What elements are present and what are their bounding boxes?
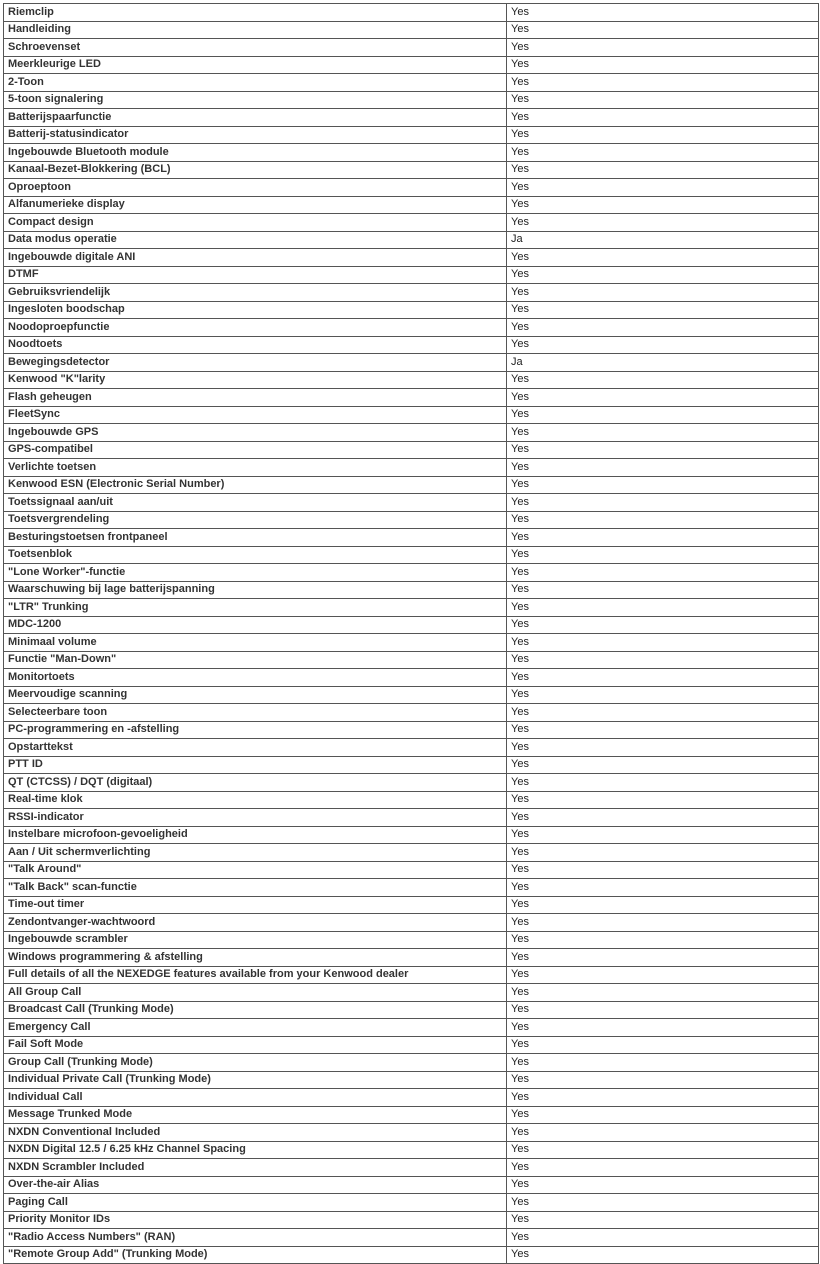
feature-value-cell: Yes (507, 844, 819, 862)
feature-name-cell: Priority Monitor IDs (4, 1211, 507, 1229)
table-row (4, 809, 819, 827)
table-row (4, 1036, 819, 1054)
feature-name-cell: NXDN Scrambler Included (4, 1159, 507, 1177)
table-row (4, 756, 819, 774)
feature-name-cell: Paging Call (4, 1194, 507, 1212)
table-row (4, 966, 819, 984)
table-row (4, 494, 819, 512)
feature-name-cell: GPS-compatibel (4, 441, 507, 459)
feature-name-cell: Fail Soft Mode (4, 1036, 507, 1054)
table-row (4, 74, 819, 92)
feature-name-cell: Batterij-statusindicator (4, 126, 507, 144)
table-row (4, 336, 819, 354)
feature-name-cell: Batterijspaarfunctie (4, 109, 507, 127)
table-row (4, 196, 819, 214)
feature-name-cell: 5-toon signalering (4, 91, 507, 109)
table-row (4, 704, 819, 722)
table-row (4, 441, 819, 459)
table-row (4, 686, 819, 704)
feature-name-cell: Toetsvergrendeling (4, 511, 507, 529)
table-row (4, 144, 819, 162)
feature-name-cell: Monitortoets (4, 669, 507, 687)
table-row (4, 161, 819, 179)
feature-name-cell: MDC-1200 (4, 616, 507, 634)
feature-name-cell: Meervoudige scanning (4, 686, 507, 704)
table-row (4, 896, 819, 914)
feature-name-cell: Data modus operatie (4, 231, 507, 249)
feature-name-cell: Bewegingsdetector (4, 354, 507, 372)
feature-value-cell: Yes (507, 896, 819, 914)
feature-value-cell: Yes (507, 109, 819, 127)
table-row (4, 616, 819, 634)
feature-name-cell: Zendontvanger-wachtwoord (4, 914, 507, 932)
feature-value-cell: Yes (507, 441, 819, 459)
feature-spec-table (3, 3, 819, 1264)
table-row (4, 1211, 819, 1229)
table-row (4, 914, 819, 932)
feature-value-cell: Yes (507, 966, 819, 984)
table-row (4, 231, 819, 249)
feature-name-cell: "Remote Group Add" (Trunking Mode) (4, 1246, 507, 1264)
feature-value-cell: Yes (507, 74, 819, 92)
feature-value-cell: Yes (507, 494, 819, 512)
feature-name-cell: Message Trunked Mode (4, 1106, 507, 1124)
feature-spec-table-body (4, 4, 819, 1264)
feature-value-cell: Yes (507, 1194, 819, 1212)
feature-name-cell: Alfanumerieke display (4, 196, 507, 214)
feature-value-cell: Yes (507, 1089, 819, 1107)
table-row (4, 476, 819, 494)
table-row (4, 284, 819, 302)
feature-value-cell: Yes (507, 1054, 819, 1072)
feature-value-cell: Yes (507, 1159, 819, 1177)
feature-name-cell: Windows programmering & afstelling (4, 949, 507, 967)
feature-value-cell: Yes (507, 914, 819, 932)
feature-name-cell: Toetssignaal aan/uit (4, 494, 507, 512)
table-row (4, 56, 819, 74)
feature-value-cell: Yes (507, 214, 819, 232)
feature-name-cell: "Radio Access Numbers" (RAN) (4, 1229, 507, 1247)
feature-name-cell: QT (CTCSS) / DQT (digitaal) (4, 774, 507, 792)
feature-name-cell: NXDN Conventional Included (4, 1124, 507, 1142)
feature-name-cell: "LTR" Trunking (4, 599, 507, 617)
feature-name-cell: Noodtoets (4, 336, 507, 354)
table-row (4, 126, 819, 144)
feature-value-cell: Yes (507, 1229, 819, 1247)
feature-name-cell: "Talk Around" (4, 861, 507, 879)
feature-name-cell: Selecteerbare toon (4, 704, 507, 722)
feature-name-cell: Kenwood ESN (Electronic Serial Number) (4, 476, 507, 494)
feature-value-cell: Yes (507, 564, 819, 582)
table-row (4, 1054, 819, 1072)
table-row (4, 984, 819, 1002)
table-row (4, 529, 819, 547)
table-row (4, 371, 819, 389)
table-row (4, 599, 819, 617)
feature-name-cell: RSSI-indicator (4, 809, 507, 827)
feature-value-cell: Yes (507, 459, 819, 477)
table-row (4, 844, 819, 862)
table-row (4, 266, 819, 284)
table-row (4, 546, 819, 564)
table-row (4, 109, 819, 127)
table-row (4, 774, 819, 792)
feature-value-cell: Yes (507, 406, 819, 424)
feature-name-cell: Instelbare microfoon-gevoeligheid (4, 826, 507, 844)
feature-name-cell: Kenwood "K"larity (4, 371, 507, 389)
feature-value-cell: Yes (507, 949, 819, 967)
feature-value-cell: Yes (507, 809, 819, 827)
feature-name-cell: All Group Call (4, 984, 507, 1002)
feature-value-cell: Yes (507, 301, 819, 319)
table-row (4, 931, 819, 949)
feature-value-cell: Yes (507, 1106, 819, 1124)
feature-name-cell: Individual Private Call (Trunking Mode) (4, 1071, 507, 1089)
feature-value-cell: Yes (507, 1036, 819, 1054)
feature-name-cell: Emergency Call (4, 1019, 507, 1037)
feature-value-cell: Yes (507, 1246, 819, 1264)
table-row (4, 651, 819, 669)
feature-name-cell: Individual Call (4, 1089, 507, 1107)
feature-value-cell: Yes (507, 1124, 819, 1142)
feature-value-cell: Ja (507, 231, 819, 249)
feature-name-cell: Compact design (4, 214, 507, 232)
table-row (4, 4, 819, 22)
feature-name-cell: Real-time klok (4, 791, 507, 809)
table-row (4, 21, 819, 39)
feature-value-cell: Yes (507, 39, 819, 57)
feature-name-cell: Toetsenblok (4, 546, 507, 564)
table-row (4, 1159, 819, 1177)
feature-value-cell: Yes (507, 739, 819, 757)
feature-value-cell: Yes (507, 424, 819, 442)
feature-value-cell: Yes (507, 984, 819, 1002)
feature-value-cell: Yes (507, 56, 819, 74)
feature-value-cell: Yes (507, 546, 819, 564)
feature-name-cell: Ingebouwde digitale ANI (4, 249, 507, 267)
feature-value-cell: Yes (507, 511, 819, 529)
feature-name-cell: Kanaal-Bezet-Blokkering (BCL) (4, 161, 507, 179)
table-row (4, 1124, 819, 1142)
feature-value-cell: Yes (507, 774, 819, 792)
feature-name-cell: Broadcast Call (Trunking Mode) (4, 1001, 507, 1019)
feature-name-cell: Besturingstoetsen frontpaneel (4, 529, 507, 547)
feature-value-cell: Yes (507, 669, 819, 687)
feature-name-cell: "Talk Back" scan-functie (4, 879, 507, 897)
feature-value-cell: Yes (507, 389, 819, 407)
feature-name-cell: Over-the-air Alias (4, 1176, 507, 1194)
feature-value-cell: Yes (507, 704, 819, 722)
table-row (4, 861, 819, 879)
table-row (4, 511, 819, 529)
table-row (4, 564, 819, 582)
table-row (4, 1246, 819, 1264)
table-row (4, 1106, 819, 1124)
table-row (4, 949, 819, 967)
table-row (4, 634, 819, 652)
feature-value-cell: Yes (507, 721, 819, 739)
feature-name-cell: Group Call (Trunking Mode) (4, 1054, 507, 1072)
feature-name-cell: Noodoproepfunctie (4, 319, 507, 337)
feature-value-cell: Yes (507, 756, 819, 774)
table-row (4, 179, 819, 197)
feature-name-cell: Meerkleurige LED (4, 56, 507, 74)
feature-name-cell: DTMF (4, 266, 507, 284)
feature-name-cell: Ingesloten boodschap (4, 301, 507, 319)
feature-value-cell: Yes (507, 651, 819, 669)
table-row (4, 249, 819, 267)
feature-name-cell: PTT ID (4, 756, 507, 774)
table-row (4, 826, 819, 844)
table-row (4, 581, 819, 599)
feature-value-cell: Yes (507, 581, 819, 599)
feature-name-cell: Aan / Uit schermverlichting (4, 844, 507, 862)
feature-value-cell: Yes (507, 1211, 819, 1229)
feature-value-cell: Yes (507, 826, 819, 844)
feature-name-cell: Oproeptoon (4, 179, 507, 197)
table-row (4, 39, 819, 57)
feature-value-cell: Yes (507, 1071, 819, 1089)
table-row (4, 214, 819, 232)
table-row (4, 721, 819, 739)
table-row (4, 319, 819, 337)
feature-name-cell: Minimaal volume (4, 634, 507, 652)
table-row (4, 1176, 819, 1194)
feature-value-cell: Yes (507, 91, 819, 109)
table-row (4, 354, 819, 372)
feature-name-cell: Flash geheugen (4, 389, 507, 407)
feature-name-cell: Time-out timer (4, 896, 507, 914)
feature-value-cell: Yes (507, 634, 819, 652)
feature-name-cell: Opstarttekst (4, 739, 507, 757)
table-row (4, 301, 819, 319)
feature-name-cell: "Lone Worker"-functie (4, 564, 507, 582)
feature-value-cell: Yes (507, 931, 819, 949)
table-row (4, 1141, 819, 1159)
feature-value-cell: Yes (507, 1001, 819, 1019)
table-row (4, 1089, 819, 1107)
table-row (4, 1071, 819, 1089)
feature-value-cell: Yes (507, 1176, 819, 1194)
feature-value-cell: Yes (507, 686, 819, 704)
feature-value-cell: Yes (507, 249, 819, 267)
table-row (4, 791, 819, 809)
feature-value-cell: Yes (507, 144, 819, 162)
feature-value-cell: Yes (507, 284, 819, 302)
feature-value-cell: Yes (507, 196, 819, 214)
feature-value-cell: Yes (507, 616, 819, 634)
feature-value-cell: Yes (507, 599, 819, 617)
feature-value-cell: Yes (507, 1019, 819, 1037)
feature-value-cell: Yes (507, 161, 819, 179)
feature-name-cell: Handleiding (4, 21, 507, 39)
feature-name-cell: Schroevenset (4, 39, 507, 57)
feature-name-cell: Verlichte toetsen (4, 459, 507, 477)
feature-value-cell: Yes (507, 4, 819, 22)
table-row (4, 1001, 819, 1019)
feature-name-cell: PC-programmering en -afstelling (4, 721, 507, 739)
feature-name-cell: Waarschuwing bij lage batterijspanning (4, 581, 507, 599)
feature-name-cell: NXDN Digital 12.5 / 6.25 kHz Channel Spacing (4, 1141, 507, 1159)
table-row (4, 739, 819, 757)
feature-name-cell: Ingebouwde Bluetooth module (4, 144, 507, 162)
feature-name-cell: Full details of all the NEXEDGE features available from your Kenwood dealer (4, 966, 507, 984)
table-row (4, 389, 819, 407)
feature-name-cell: Gebruiksvriendelijk (4, 284, 507, 302)
feature-name-cell: 2-Toon (4, 74, 507, 92)
table-row (4, 1229, 819, 1247)
feature-value-cell: Yes (507, 126, 819, 144)
feature-value-cell: Yes (507, 879, 819, 897)
feature-name-cell: Riemclip (4, 4, 507, 22)
feature-value-cell: Yes (507, 266, 819, 284)
feature-value-cell: Yes (507, 1141, 819, 1159)
table-row (4, 879, 819, 897)
table-row (4, 669, 819, 687)
feature-value-cell: Ja (507, 354, 819, 372)
feature-value-cell: Yes (507, 179, 819, 197)
table-row (4, 91, 819, 109)
table-row (4, 1194, 819, 1212)
feature-value-cell: Yes (507, 21, 819, 39)
feature-name-cell: FleetSync (4, 406, 507, 424)
table-row (4, 424, 819, 442)
feature-value-cell: Yes (507, 861, 819, 879)
feature-value-cell: Yes (507, 476, 819, 494)
table-row (4, 1019, 819, 1037)
feature-value-cell: Yes (507, 529, 819, 547)
feature-name-cell: Ingebouwde scrambler (4, 931, 507, 949)
table-row (4, 459, 819, 477)
feature-value-cell: Yes (507, 336, 819, 354)
feature-name-cell: Functie "Man-Down" (4, 651, 507, 669)
table-row (4, 406, 819, 424)
feature-value-cell: Yes (507, 791, 819, 809)
feature-name-cell: Ingebouwde GPS (4, 424, 507, 442)
feature-value-cell: Yes (507, 371, 819, 389)
feature-value-cell: Yes (507, 319, 819, 337)
